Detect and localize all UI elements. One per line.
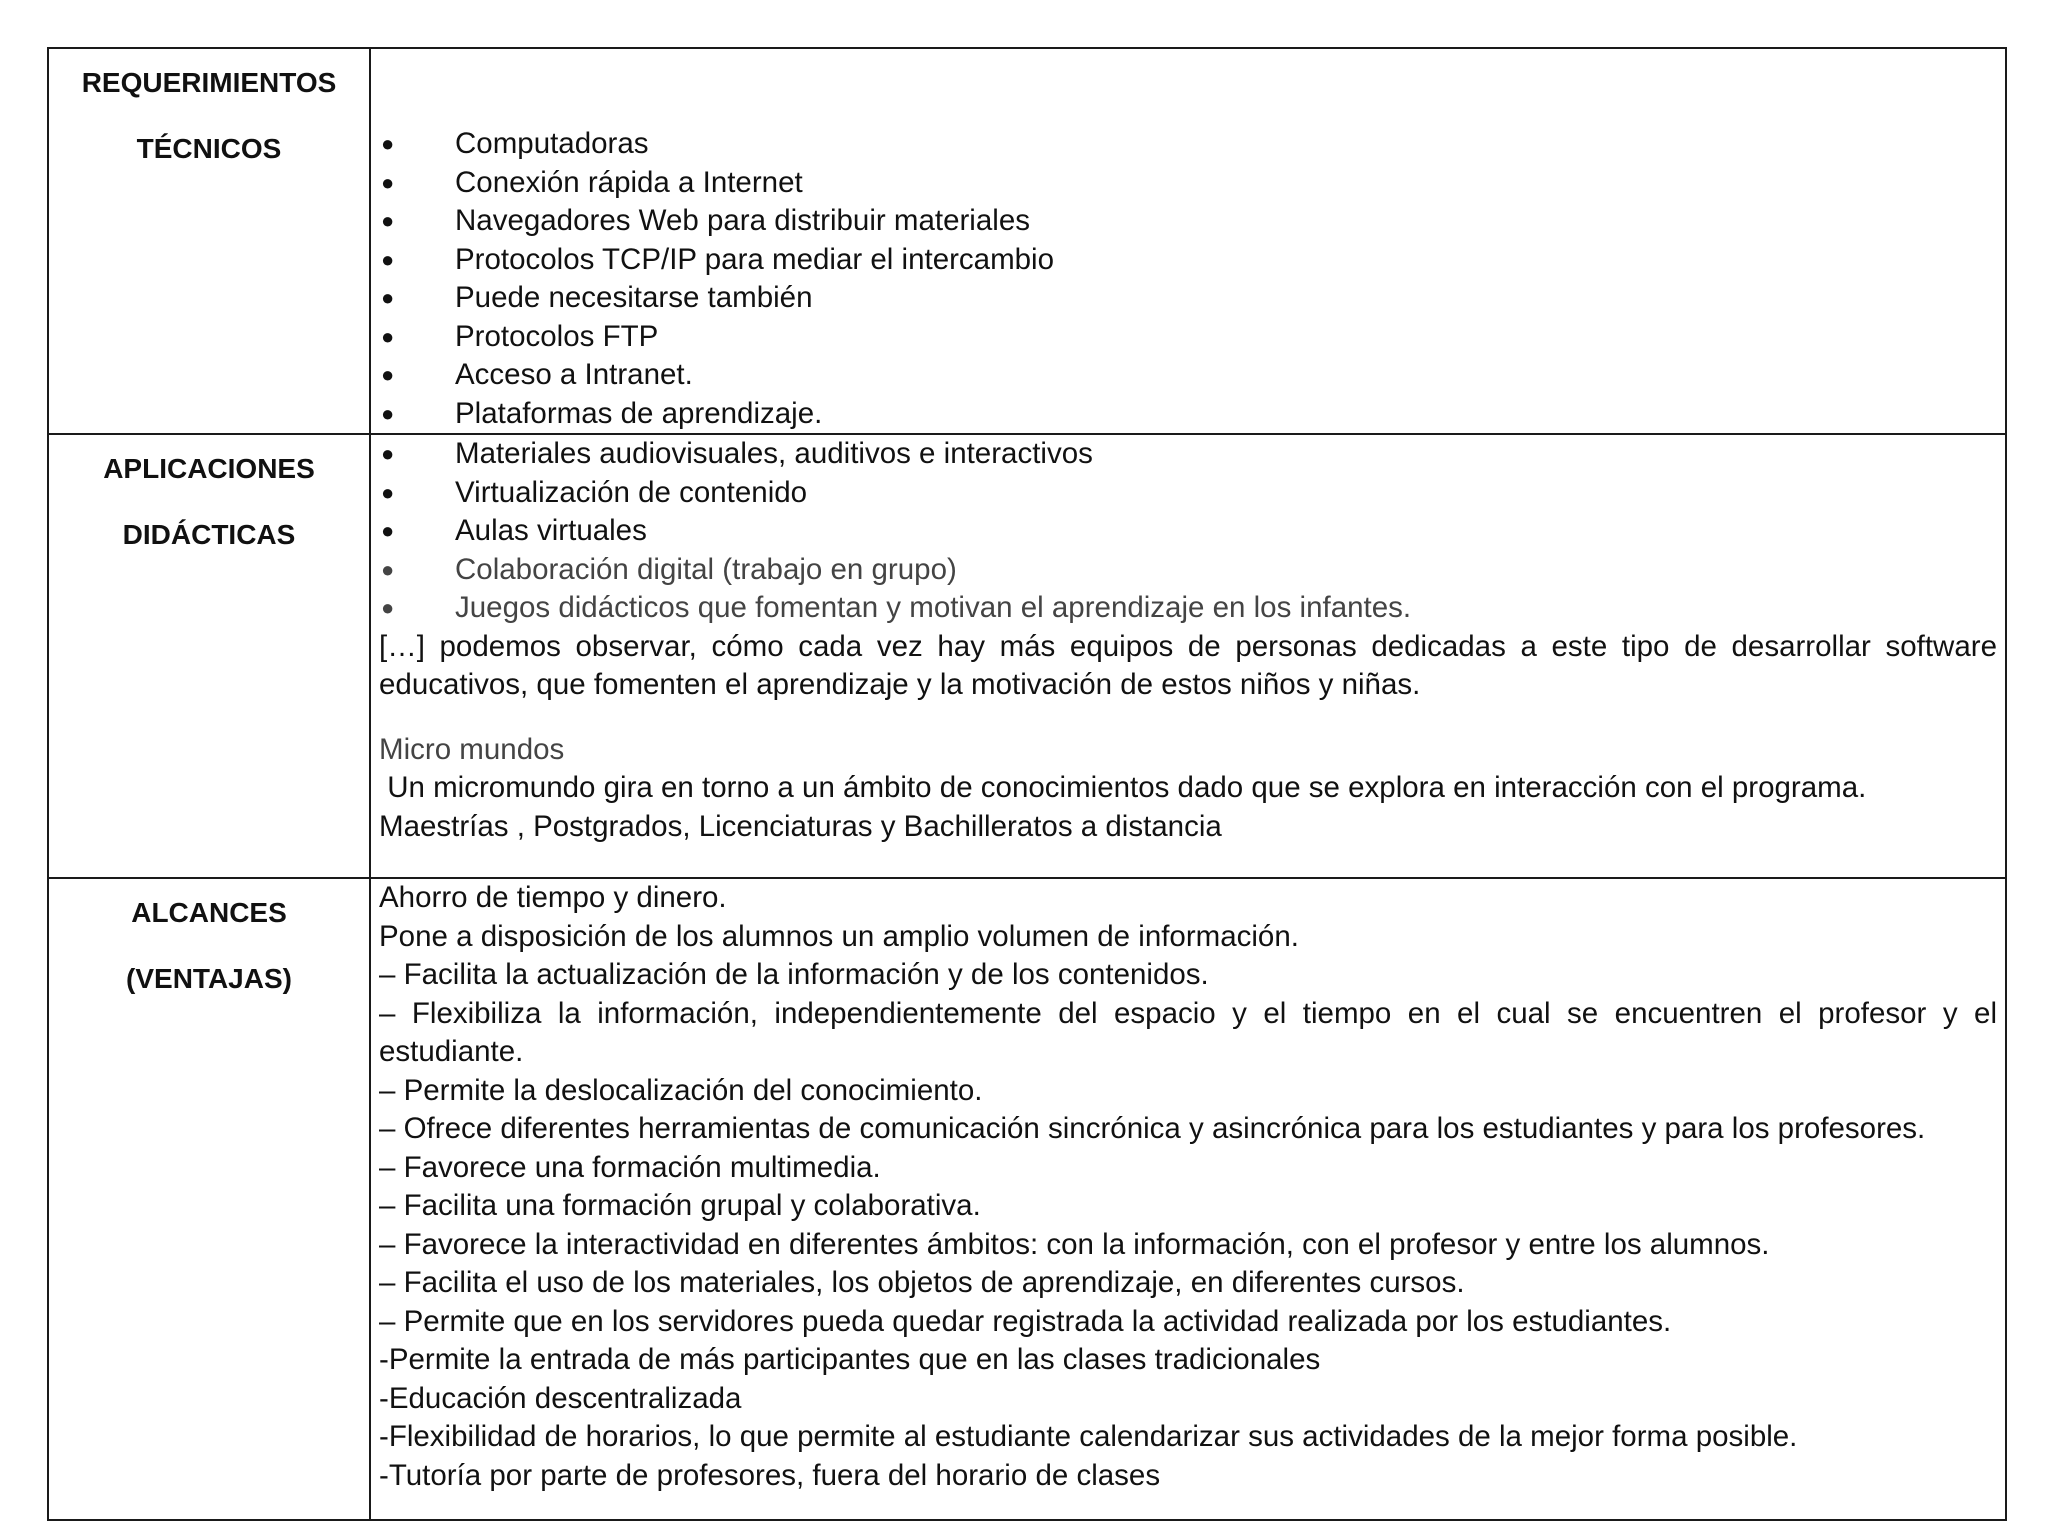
list-item: ● Computadoras bbox=[379, 125, 1997, 164]
content-requerimientos bbox=[370, 48, 2006, 434]
text-line: -Educación descentralizada bbox=[379, 1381, 742, 1415]
micro-text: Un micromundo gira en torno a un ámbito de conocimientos dado que se explora en interacción con el programa. bbox=[379, 771, 1867, 804]
list-item: ● Virtualización de contenido bbox=[379, 474, 1997, 513]
micro-text-2: Maestrías , Postgrados, Licenciaturas y Bachilleratos a distancia bbox=[379, 809, 1222, 843]
list-item: ● Juegos didácticos que fomentan y motivan el aprendizaje en los infantes. bbox=[379, 589, 1997, 628]
content-alcances bbox=[370, 878, 2006, 1520]
content-aplicaciones bbox=[370, 434, 2006, 878]
row-alcances bbox=[48, 878, 2006, 1520]
paragraph: […] podemos observar, cómo cada vez hay más equipos de personas dedicadas a este tipo de desarrollar software educativos, que fomenten el aprendizaje y la motivación de estos niños y niñas. bbox=[379, 629, 1997, 701]
row-requerimientos bbox=[48, 48, 2006, 434]
row-aplicaciones bbox=[48, 434, 2006, 878]
label-aplicaciones bbox=[48, 434, 370, 878]
bullet-icon: ● bbox=[381, 556, 395, 582]
list-item: ● Navegadores Web para distribuir materiales bbox=[379, 202, 1997, 241]
list-item: ● Protocolos FTP bbox=[379, 318, 1997, 357]
bullet-icon: ● bbox=[381, 323, 395, 349]
bullet-icon: ● bbox=[381, 169, 395, 195]
bullet-icon: ● bbox=[381, 131, 395, 156]
label-alcances bbox=[48, 878, 370, 1520]
list-item: ● Materiales audiovisuales, auditivos e interactivos bbox=[379, 435, 1997, 474]
text-line: – Favorece la interactividad en diferentes ámbitos: con la información, con el profesor y entre los alumnos. bbox=[379, 1227, 1770, 1261]
label-requerimientos bbox=[48, 48, 370, 434]
bullet-icon: ● bbox=[381, 285, 395, 310]
label-line: REQUERIMIENTOS bbox=[81, 67, 337, 98]
bullet-icon: ● bbox=[381, 518, 395, 543]
label-line: (VENTAJAS) bbox=[126, 963, 292, 994]
text-line: -Tutoría por parte de profesores, fuera del horario de clases bbox=[379, 1458, 1161, 1492]
micro-title: Micro mundos bbox=[379, 732, 565, 766]
content-table bbox=[47, 47, 2007, 1521]
bullet-icon: ● bbox=[381, 479, 395, 505]
text-line: Pone a disposición de los alumnos un amplio volumen de información. bbox=[379, 919, 1299, 953]
bullet-icon: ● bbox=[381, 246, 395, 272]
list-item: ● Plataformas de aprendizaje. bbox=[379, 395, 1997, 434]
text-line: -Permite la entrada de más participantes que en las clases tradicionales bbox=[379, 1343, 1321, 1376]
list-item: ● Conexión rápida a Internet bbox=[379, 164, 1997, 203]
label-line: ALCANCES bbox=[131, 897, 287, 928]
text-line: – Facilita la actualización de la información y de los contenidos. bbox=[379, 958, 1209, 991]
bullet-icon: ● bbox=[381, 208, 395, 233]
text-line: -Flexibilidad de horarios, lo que permite al estudiante calendarizar sus actividades de la mejor forma posible. bbox=[379, 1420, 1798, 1453]
bullet-icon: ● bbox=[381, 400, 395, 426]
text-line: – Favorece una formación multimedia. bbox=[379, 1150, 881, 1184]
text-line: – Facilita el uso de los materiales, los objetos de aprendizaje, en diferentes cursos. bbox=[379, 1266, 1465, 1299]
list-item: ● Acceso a Intranet. bbox=[379, 356, 1997, 395]
bullet-icon: ● bbox=[381, 595, 395, 620]
text-line: – Ofrece diferentes herramientas de comunicación sincrónica y asincrónica para los estudiantes y para los profesores. bbox=[379, 1112, 1926, 1145]
text-line: – Permite la deslocalización del conocimiento. bbox=[379, 1073, 983, 1107]
text-line: Ahorro de tiempo y dinero. bbox=[379, 881, 727, 914]
bullet-list bbox=[379, 125, 1997, 433]
list-item: ● Puede necesitarse también bbox=[379, 279, 1997, 318]
list-item: ● Colaboración digital (trabajo en grupo) bbox=[379, 551, 1997, 590]
text-line: – Flexibiliza la información, independientemente del espacio y el tiempo en el cual se encuentren el profesor y el estudiante. bbox=[379, 996, 1997, 1068]
list-item: ● Protocolos TCP/IP para mediar el intercambio bbox=[379, 241, 1997, 280]
bullet-icon: ● bbox=[381, 441, 395, 466]
label-line: TÉCNICOS bbox=[136, 133, 282, 164]
list-item: ● Aulas virtuales bbox=[379, 512, 1997, 551]
bullet-icon: ● bbox=[381, 362, 395, 387]
label-line: APLICACIONES bbox=[103, 453, 315, 484]
bullet-list bbox=[379, 435, 1997, 628]
label-line: DIDÁCTICAS bbox=[122, 519, 296, 550]
text-line: – Permite que en los servidores pueda quedar registrada la actividad realizada por los estudiantes. bbox=[379, 1304, 1672, 1338]
text-line: – Facilita una formación grupal y colaborativa. bbox=[379, 1189, 981, 1222]
